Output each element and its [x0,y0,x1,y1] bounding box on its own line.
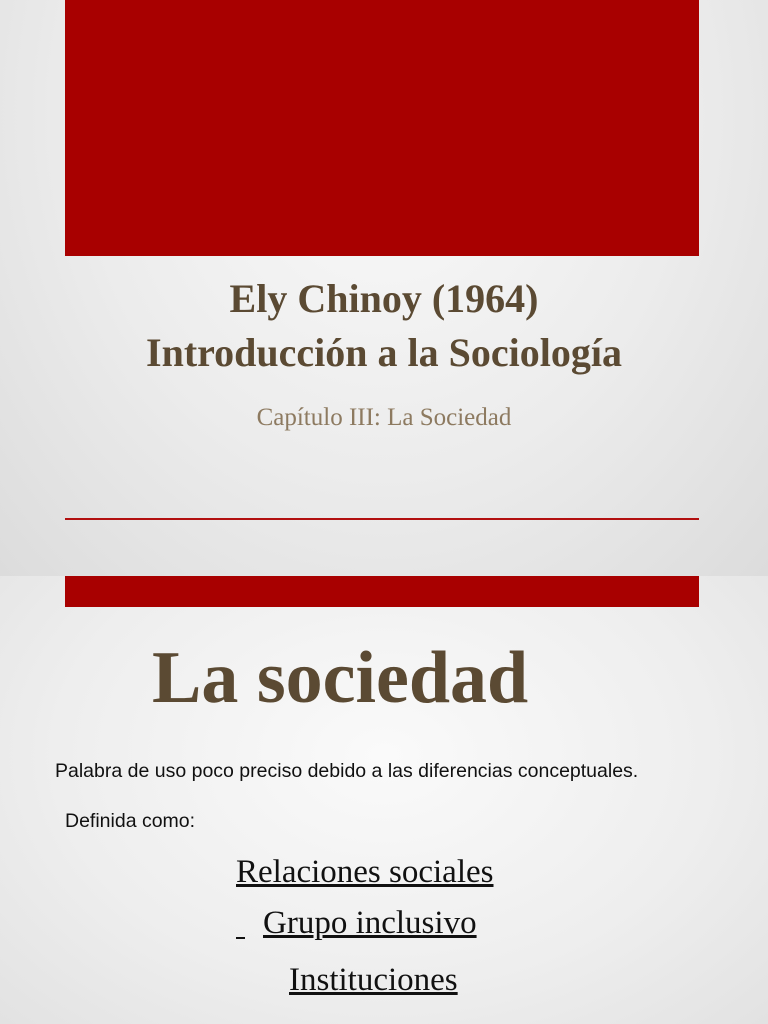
link-relaciones-sociales[interactable]: Relaciones sociales [236,854,494,890]
link-instituciones[interactable]: Instituciones [289,962,458,998]
slide-content [0,576,768,1024]
divider-line [65,518,699,520]
content-red-banner [65,576,699,607]
dash-mark [236,937,245,939]
slide-title-text [0,272,768,380]
content-paragraph: Palabra de uso poco preciso debido a las diferencias conceptuales. [55,760,639,782]
link-grupo-inclusivo[interactable]: Grupo inclusivo [263,905,477,941]
title-red-banner [65,0,699,256]
title-line-1: Ely Chinoy (1964) [229,276,539,321]
slide-subtitle: Capítulo III: La Sociedad [256,404,512,431]
title-line-2: Introducción a la Sociología [146,330,622,375]
content-heading: La sociedad [152,637,529,719]
defined-as-label: Definida como: [65,810,196,832]
